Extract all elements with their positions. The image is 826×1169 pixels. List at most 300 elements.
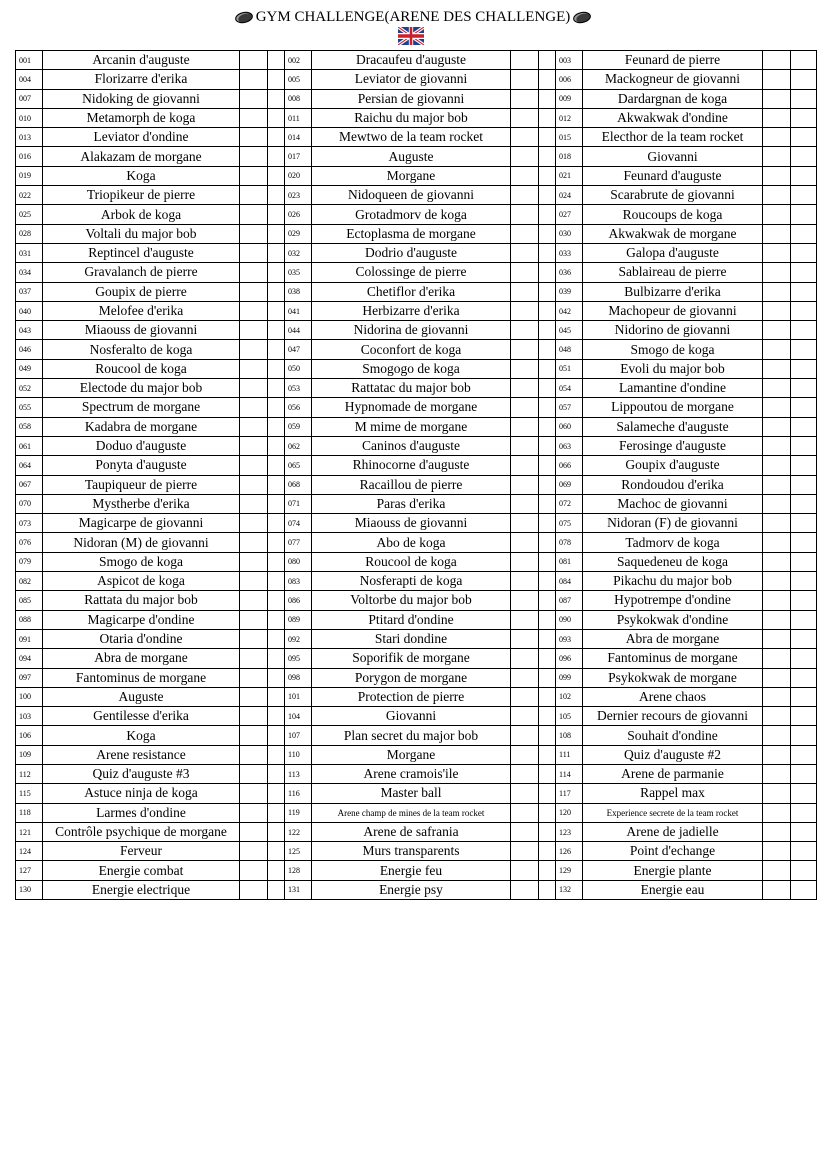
checkbox-cell[interactable] [240,494,268,513]
checkbox-cell[interactable] [268,475,285,494]
checkbox-cell[interactable] [268,668,285,687]
checkbox-cell[interactable] [763,533,791,552]
checkbox-cell[interactable] [539,784,556,803]
checkbox-cell[interactable] [539,89,556,108]
card-name: Roucool de koga [43,359,240,378]
checkbox-cell[interactable] [240,822,268,841]
checkbox-cell[interactable] [539,186,556,205]
table-row [16,398,817,417]
card-name: Aspicot de koga [43,572,240,591]
checkbox-cell[interactable] [763,359,791,378]
checkbox-cell[interactable] [511,649,539,668]
checkbox-cell[interactable] [539,475,556,494]
checkbox-cell[interactable] [539,822,556,841]
card-name: Gentilesse d'erika [43,707,240,726]
checkbox-cell[interactable] [763,166,791,185]
card-number: 082 [16,572,43,591]
checkbox-cell[interactable] [240,533,268,552]
checkbox-cell[interactable] [240,186,268,205]
checkbox-cell[interactable] [763,205,791,224]
checkbox-cell[interactable] [791,861,817,880]
checkbox-cell[interactable] [763,224,791,243]
checkbox-cell[interactable] [511,340,539,359]
checkbox-cell[interactable] [511,456,539,475]
checkbox-cell[interactable] [539,379,556,398]
checkbox-cell[interactable] [240,514,268,533]
card-name: Energie combat [43,861,240,880]
checkbox-cell[interactable] [791,379,817,398]
checkbox-cell[interactable] [240,629,268,648]
checkbox-cell[interactable] [763,880,791,899]
card-number: 007 [16,89,43,108]
card-name: Auguste [43,687,240,706]
checkbox-cell[interactable] [763,379,791,398]
checkbox-cell[interactable] [763,764,791,783]
checkbox-cell[interactable] [268,340,285,359]
checkbox-cell[interactable] [791,707,817,726]
checkbox-cell[interactable] [511,475,539,494]
checkbox-cell[interactable] [268,417,285,436]
checkbox-cell[interactable] [763,726,791,745]
checkbox-cell[interactable] [240,51,268,70]
checkbox-cell[interactable] [539,629,556,648]
checkbox-cell[interactable] [791,533,817,552]
checkbox-cell[interactable] [511,494,539,513]
checkbox-cell[interactable] [240,842,268,861]
checkbox-cell[interactable] [791,417,817,436]
card-number: 125 [285,842,312,861]
checkbox-cell[interactable] [240,552,268,571]
checkbox-cell[interactable] [791,745,817,764]
checkbox-cell[interactable] [240,398,268,417]
checkbox-cell[interactable] [791,475,817,494]
checkbox-cell[interactable] [763,784,791,803]
checkbox-cell[interactable] [511,128,539,147]
checkbox-cell[interactable] [511,591,539,610]
checkbox-cell[interactable] [240,417,268,436]
checkbox-cell[interactable] [240,436,268,455]
checkbox-cell[interactable] [268,784,285,803]
table-row [16,687,817,706]
checkbox-cell[interactable] [791,359,817,378]
checkbox-cell[interactable] [511,224,539,243]
checkbox-cell[interactable] [763,475,791,494]
checkbox-cell[interactable] [791,263,817,282]
checkbox-cell[interactable] [539,224,556,243]
checkbox-cell[interactable] [240,379,268,398]
checkbox-cell[interactable] [511,533,539,552]
checkbox-cell[interactable] [791,572,817,591]
checkbox-cell[interactable] [539,668,556,687]
checkbox-cell[interactable] [763,861,791,880]
checkbox-cell[interactable] [763,552,791,571]
checkbox-cell[interactable] [511,610,539,629]
checkbox-cell[interactable] [791,591,817,610]
checkbox-cell[interactable] [791,89,817,108]
checkbox-cell[interactable] [791,552,817,571]
checkbox-cell[interactable] [268,224,285,243]
checkbox-cell[interactable] [763,591,791,610]
checkbox-cell[interactable] [268,533,285,552]
checkbox-cell[interactable] [763,243,791,262]
checkbox-cell[interactable] [268,803,285,822]
table-row [16,764,817,783]
checkbox-cell[interactable] [539,861,556,880]
checkbox-cell[interactable] [791,514,817,533]
checkbox-cell[interactable] [791,108,817,127]
checkbox-cell[interactable] [539,128,556,147]
checkbox-cell[interactable] [240,803,268,822]
checkbox-cell[interactable] [240,70,268,89]
checkbox-cell[interactable] [240,591,268,610]
checkbox-cell[interactable] [791,764,817,783]
checkbox-cell[interactable] [763,629,791,648]
checkbox-cell[interactable] [763,822,791,841]
checkbox-cell[interactable] [791,301,817,320]
checkbox-cell[interactable] [268,629,285,648]
table-row [16,263,817,282]
checkbox-cell[interactable] [539,340,556,359]
checkbox-cell[interactable] [268,514,285,533]
checkbox-cell[interactable] [791,243,817,262]
checkbox-cell[interactable] [511,707,539,726]
checkbox-cell[interactable] [240,321,268,340]
checkbox-cell[interactable] [791,436,817,455]
checkbox-cell[interactable] [539,880,556,899]
card-name: Protection de pierre [312,687,511,706]
checkbox-cell[interactable] [763,128,791,147]
checkbox-cell[interactable] [240,263,268,282]
checkbox-cell[interactable] [240,784,268,803]
checkbox-cell[interactable] [511,282,539,301]
checkbox-cell[interactable] [511,89,539,108]
checkbox-cell[interactable] [240,456,268,475]
checkbox-cell[interactable] [511,668,539,687]
checkbox-cell[interactable] [240,668,268,687]
checkbox-cell[interactable] [240,745,268,764]
checkbox-cell[interactable] [763,70,791,89]
checkbox-cell[interactable] [511,147,539,166]
checkbox-cell[interactable] [539,842,556,861]
checkbox-cell[interactable] [539,745,556,764]
checkbox-cell[interactable] [791,880,817,899]
checkbox-cell[interactable] [539,436,556,455]
checkbox-cell[interactable] [791,205,817,224]
checkbox-cell[interactable] [240,861,268,880]
checkbox-cell[interactable] [763,456,791,475]
checkbox-cell[interactable] [763,687,791,706]
checkbox-cell[interactable] [511,417,539,436]
checkbox-cell[interactable] [511,51,539,70]
checkbox-cell[interactable] [268,379,285,398]
checkbox-cell[interactable] [511,301,539,320]
checkbox-cell[interactable] [539,282,556,301]
card-number: 034 [16,263,43,282]
checkbox-cell[interactable] [791,166,817,185]
checkbox-cell[interactable] [268,861,285,880]
checkbox-cell[interactable] [791,610,817,629]
checkbox-cell[interactable] [539,514,556,533]
checkbox-cell[interactable] [240,282,268,301]
checkbox-cell[interactable] [268,822,285,841]
checkbox-cell[interactable] [539,803,556,822]
checkbox-cell[interactable] [763,147,791,166]
checkbox-cell[interactable] [791,224,817,243]
checkbox-cell[interactable] [791,687,817,706]
checkbox-cell[interactable] [511,243,539,262]
card-name: Nidoqueen de giovanni [312,186,511,205]
checkbox-cell[interactable] [268,398,285,417]
checkbox-cell[interactable] [268,456,285,475]
card-name: Ectoplasma de morgane [312,224,511,243]
checkbox-cell[interactable] [511,108,539,127]
checkbox-cell[interactable] [511,803,539,822]
checkbox-cell[interactable] [763,707,791,726]
checkbox-cell[interactable] [763,263,791,282]
checkbox-cell[interactable] [539,243,556,262]
checkbox-cell[interactable] [511,379,539,398]
checkbox-cell[interactable] [240,108,268,127]
checkbox-cell[interactable] [539,417,556,436]
checkbox-cell[interactable] [268,108,285,127]
checkbox-cell[interactable] [268,166,285,185]
checkbox-cell[interactable] [240,687,268,706]
card-number: 110 [285,745,312,764]
checkbox-cell[interactable] [240,726,268,745]
checkbox-cell[interactable] [791,629,817,648]
checkbox-cell[interactable] [763,398,791,417]
checkbox-cell[interactable] [539,108,556,127]
checkbox-cell[interactable] [791,340,817,359]
checkbox-cell[interactable] [539,147,556,166]
checkbox-cell[interactable] [791,398,817,417]
card-number: 045 [556,321,583,340]
table-row [16,803,817,822]
checkbox-cell[interactable] [791,456,817,475]
checkbox-cell[interactable] [791,726,817,745]
checkbox-cell[interactable] [539,572,556,591]
checkbox-cell[interactable] [539,301,556,320]
checkbox-cell[interactable] [240,340,268,359]
checkbox-cell[interactable] [539,70,556,89]
checkbox-cell[interactable] [511,572,539,591]
checkbox-cell[interactable] [763,340,791,359]
checkbox-cell[interactable] [268,764,285,783]
checkbox-cell[interactable] [511,880,539,899]
checkbox-cell[interactable] [511,263,539,282]
checkbox-cell[interactable] [240,764,268,783]
card-number: 102 [556,687,583,706]
card-name: Nidorino de giovanni [583,321,763,340]
checkbox-cell[interactable] [268,70,285,89]
checkbox-cell[interactable] [268,301,285,320]
checkbox-cell[interactable] [240,572,268,591]
checkbox-cell[interactable] [268,51,285,70]
card-number: 101 [285,687,312,706]
checkbox-cell[interactable] [539,533,556,552]
checkbox-cell[interactable] [791,321,817,340]
checkbox-cell[interactable] [511,861,539,880]
checkbox-cell[interactable] [763,668,791,687]
checkbox-cell[interactable] [240,243,268,262]
checkbox-cell[interactable] [763,436,791,455]
checkbox-cell[interactable] [240,707,268,726]
checkbox-cell[interactable] [539,552,556,571]
checkbox-cell[interactable] [539,649,556,668]
checkbox-cell[interactable] [268,359,285,378]
checkbox-cell[interactable] [763,301,791,320]
checkbox-cell[interactable] [539,764,556,783]
checkbox-cell[interactable] [511,726,539,745]
checkbox-cell[interactable] [791,649,817,668]
checkbox-cell[interactable] [511,205,539,224]
checkbox-cell[interactable] [763,417,791,436]
checkbox-cell[interactable] [268,263,285,282]
checkbox-cell[interactable] [240,359,268,378]
checkbox-cell[interactable] [268,436,285,455]
checkbox-cell[interactable] [268,880,285,899]
checkbox-cell[interactable] [791,668,817,687]
checkbox-cell[interactable] [763,186,791,205]
checkbox-cell[interactable] [539,456,556,475]
checkbox-cell[interactable] [240,166,268,185]
checkbox-cell[interactable] [539,610,556,629]
checkbox-cell[interactable] [240,301,268,320]
checkbox-cell[interactable] [268,552,285,571]
checkbox-cell[interactable] [268,186,285,205]
checkbox-cell[interactable] [511,842,539,861]
checkbox-cell[interactable] [539,321,556,340]
checkbox-cell[interactable] [511,687,539,706]
checkbox-cell[interactable] [511,166,539,185]
checkbox-cell[interactable] [268,128,285,147]
card-name: Dernier recours de giovanni [583,707,763,726]
checkbox-cell[interactable] [539,398,556,417]
card-number: 085 [16,591,43,610]
checkbox-cell[interactable] [539,205,556,224]
checkbox-cell[interactable] [539,263,556,282]
checkbox-cell[interactable] [791,803,817,822]
checkbox-cell[interactable] [268,572,285,591]
card-number: 106 [16,726,43,745]
checkbox-cell[interactable] [791,822,817,841]
checkbox-cell[interactable] [539,359,556,378]
checkbox-cell[interactable] [268,282,285,301]
checkbox-cell[interactable] [268,494,285,513]
checkbox-cell[interactable] [240,89,268,108]
table-row [16,649,817,668]
checkbox-cell[interactable] [268,147,285,166]
checkbox-cell[interactable] [268,707,285,726]
card-number: 119 [285,803,312,822]
checkbox-cell[interactable] [511,186,539,205]
checkbox-cell[interactable] [268,610,285,629]
checkbox-cell[interactable] [268,321,285,340]
checkbox-cell[interactable] [268,205,285,224]
checkbox-cell[interactable] [763,89,791,108]
checkbox-cell[interactable] [511,784,539,803]
card-name: Quiz d'auguste #3 [43,764,240,783]
checkbox-cell[interactable] [763,514,791,533]
card-number: 120 [556,803,583,822]
checkbox-cell[interactable] [539,51,556,70]
checkbox-cell[interactable] [240,475,268,494]
checkbox-cell[interactable] [539,707,556,726]
checkbox-cell[interactable] [763,51,791,70]
checkbox-cell[interactable] [539,494,556,513]
checkbox-cell[interactable] [539,166,556,185]
card-number: 087 [556,591,583,610]
card-name: Racaillou de pierre [312,475,511,494]
checkbox-cell[interactable] [539,687,556,706]
checkbox-cell[interactable] [511,552,539,571]
checkbox-cell[interactable] [763,610,791,629]
checkbox-cell[interactable] [791,147,817,166]
checkbox-cell[interactable] [763,321,791,340]
checkbox-cell[interactable] [763,649,791,668]
card-name: Arcanin d'auguste [43,51,240,70]
checkbox-cell[interactable] [763,842,791,861]
checkbox-cell[interactable] [791,186,817,205]
checkbox-cell[interactable] [539,726,556,745]
checkbox-cell[interactable] [268,243,285,262]
checkbox-cell[interactable] [511,359,539,378]
checkbox-cell[interactable] [240,880,268,899]
checkbox-cell[interactable] [268,726,285,745]
checkbox-cell[interactable] [511,764,539,783]
checkbox-cell[interactable] [268,591,285,610]
card-name: Ferveur [43,842,240,861]
checkbox-cell[interactable] [791,128,817,147]
checkbox-cell[interactable] [791,784,817,803]
checkbox-cell[interactable] [791,494,817,513]
checkbox-cell[interactable] [268,687,285,706]
checkbox-cell[interactable] [763,572,791,591]
checkbox-cell[interactable] [511,398,539,417]
checkbox-cell[interactable] [240,128,268,147]
checkbox-cell[interactable] [268,842,285,861]
checkbox-cell[interactable] [763,282,791,301]
checkbox-cell[interactable] [240,610,268,629]
checkbox-cell[interactable] [511,436,539,455]
checkbox-cell[interactable] [511,745,539,764]
checkbox-cell[interactable] [240,205,268,224]
checkbox-cell[interactable] [240,224,268,243]
checkbox-cell[interactable] [511,70,539,89]
checkbox-cell[interactable] [763,745,791,764]
checkbox-cell[interactable] [268,649,285,668]
checkbox-cell[interactable] [511,629,539,648]
checkbox-cell[interactable] [511,321,539,340]
checkbox-cell[interactable] [511,514,539,533]
checkbox-cell[interactable] [791,282,817,301]
checkbox-cell[interactable] [240,147,268,166]
card-number: 074 [285,514,312,533]
checkbox-cell[interactable] [511,822,539,841]
checkbox-cell[interactable] [763,803,791,822]
checkbox-cell[interactable] [268,745,285,764]
checkbox-cell[interactable] [268,89,285,108]
checkbox-cell[interactable] [240,649,268,668]
checkbox-cell[interactable] [763,494,791,513]
checkbox-cell[interactable] [791,842,817,861]
checkbox-cell[interactable] [763,108,791,127]
checkbox-cell[interactable] [791,70,817,89]
card-name: Plan secret du major bob [312,726,511,745]
checkbox-cell[interactable] [791,51,817,70]
checkbox-cell[interactable] [539,591,556,610]
card-number: 002 [285,51,312,70]
